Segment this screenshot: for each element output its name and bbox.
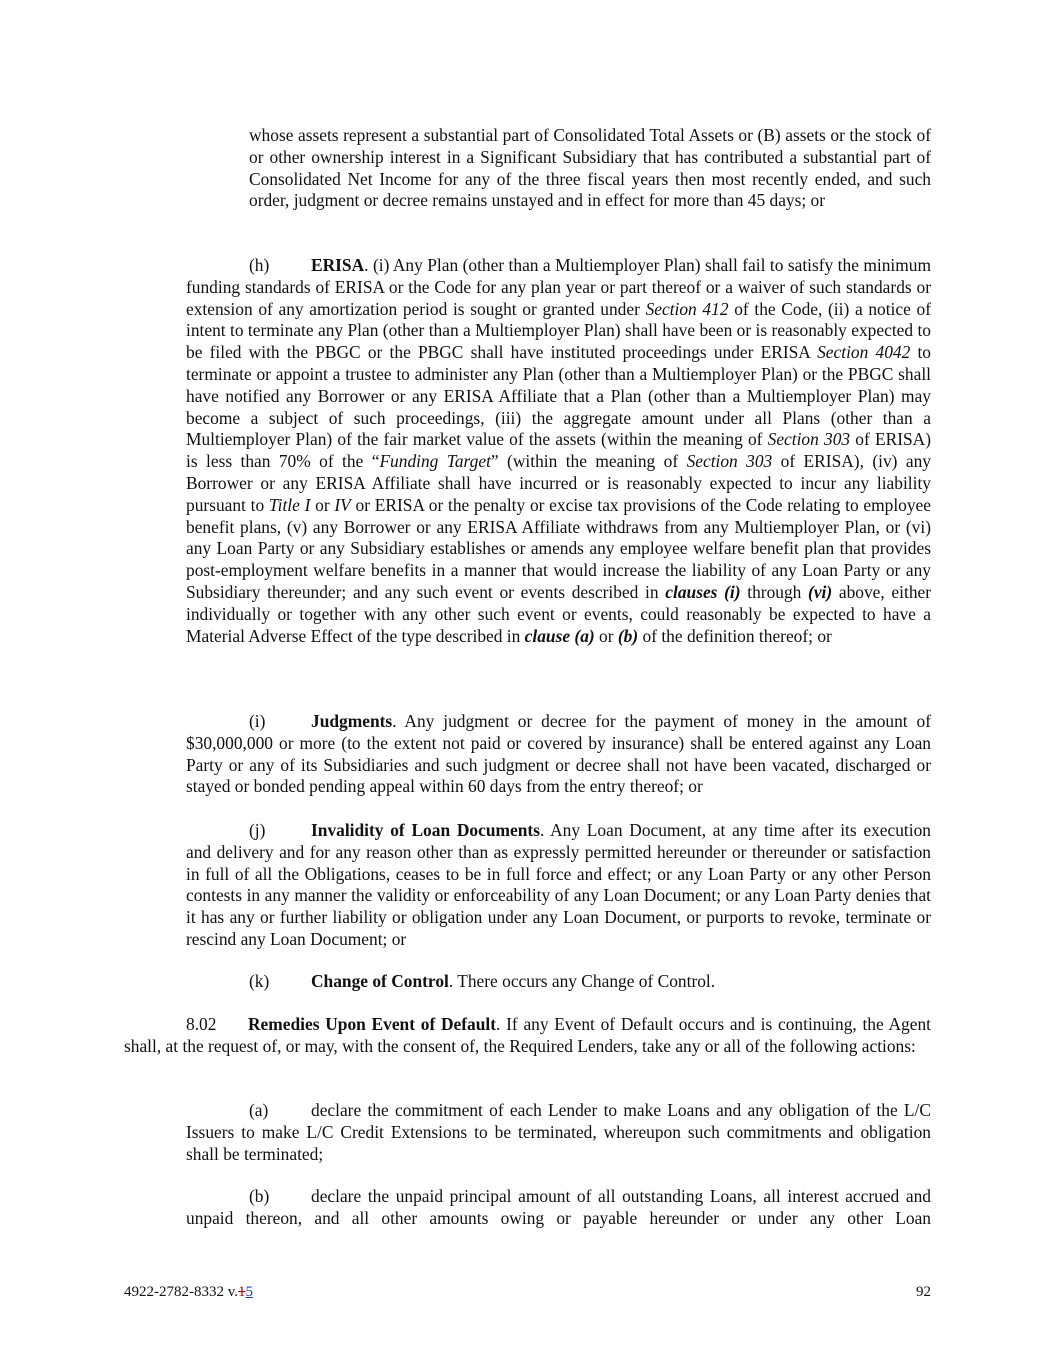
paragraph-a-label: (a) [249, 1100, 269, 1120]
paragraph-b [186, 1186, 931, 1230]
text-run: through [740, 581, 809, 602]
section-ref: Section 303 [686, 451, 773, 472]
text-run: of ERISA) is less than 70% of the “ [186, 429, 932, 472]
paragraph-b-text: declare the unpaid principal amount of all outstanding Loans, all interest accrued and unpaid thereon, and all other amounts owing or payable hereunder or under any other Loan [186, 1186, 931, 1228]
text-run: of ERISA), (iv) any Borrower or any ERISA Affiliate shall have incurred or is reasonably expected to incur any liability pursuant to [186, 451, 931, 515]
paragraph-i-label: (i) [249, 711, 266, 731]
inserted-version: 5 [245, 1284, 254, 1300]
section-ref: Section 4042 [817, 342, 911, 363]
text-run: above, either individually or together with any other such event or events, could reasonably be expected to have a Material Adverse Effect of the type described in [186, 581, 932, 646]
section-ref: Section 412 [645, 298, 729, 319]
paragraph-j-label: (j) [249, 820, 266, 840]
paragraph-k-text: . There occurs any Change of Control. [448, 971, 716, 991]
section-8-02-heading: Remedies Upon Event of Default [248, 1014, 497, 1034]
paragraph-j-heading: Invalidity of Loan Documents [311, 820, 540, 840]
text-run: ” (within the meaning of [490, 451, 687, 472]
doc-id-text: 4922-2782-8332 v. [124, 1284, 239, 1300]
section-8-02-label: 8.02 [186, 1014, 217, 1034]
paragraph-a-text: declare the commitment of each Lender to make Loans and any obligation of the L/C Issuers to make L/C Credit Extensions to be terminated, whereupon such commitments and obligation shall be terminated; [186, 1100, 931, 1164]
text-run: of the definition thereof; or [638, 625, 832, 646]
paragraph-h-erisa [186, 255, 931, 647]
paragraph-b-label: (b) [249, 1186, 270, 1206]
clause-ref: (vi) [808, 581, 833, 602]
paragraph-j-text: . Any Loan Document, at any time after its execution and delivery and for any reason other than as expressly permitted hereunder or thereunder or satisfaction in full of all the Obligations, ceases to be in full force and effect; or any Loan Party or any other Person contests in any manner the validity or enforceability of any Loan Document; or any Loan Party denies that it has any or further liability or obligation under any Loan Document, or purports to revoke, terminate or rescind any Loan Document; or [186, 820, 931, 949]
paragraph-h-label: (h) [249, 255, 270, 275]
text-run: or [594, 625, 618, 646]
paragraph-k-change-of-control [186, 971, 931, 993]
paragraph-k-label: (k) [249, 971, 270, 991]
section-8-02 [124, 1014, 931, 1058]
paragraph-k-heading: Change of Control [311, 971, 449, 991]
footer-document-id [124, 1283, 253, 1301]
paragraph-g-continuation: whose assets represent a substantial part of Consolidated Total Assets or (B) assets or the stock of or other ownership interest in a Significant Subsidiary that has contributed a substantial part of Consolidated Net Income for any of the three fiscal years then most recently ended, and such order, judgment or decree remains unstayed and in effect for more than 45 days; or [249, 125, 931, 211]
paragraph-i-judgments [186, 711, 931, 798]
text-run: of the Code, (ii) a notice of intent to terminate any Plan (other than a Multiemployer Plan) shall have been or is reasonably expected to be filed with the PBGC or the PBGC shall have instituted proceedings under ERISA [186, 298, 931, 363]
defined-term: Funding Target [379, 451, 491, 472]
deleted-version: 1 [238, 1284, 246, 1300]
section-8-02-text: . If any Event of Default occurs and is continuing, the Agent shall, at the request of, or may, with the consent of, the Required Lenders, take any or all of the following actions: [124, 1014, 931, 1056]
text-run: or [310, 494, 335, 515]
section-ref: Section 303 [767, 429, 851, 450]
title-ref: Title I [268, 494, 311, 515]
paragraph-i-text: . Any judgment or decree for the payment of money in the amount of $30,000,000 or more (to the extent not paid or covered by insurance) shall be entered against any Loan Party or any of its Subsidiaries and such judgment or decree shall not have been vacated, discharged or stayed or bonded pending appeal within 60 days from the entry thereof; or [186, 711, 931, 797]
clause-ref: clauses (i) [665, 581, 741, 602]
text-run: or ERISA or the penalty or excise tax provisions of the Code relating to employee benefit plans, (v) any Borrower or any ERISA Affiliate withdraws from any Multiemployer Plan, or (vi) any Loan Party or any Subsidiary establishes or amends any employee welfare benefit plan that provides post-employment welfare benefits in a manner that would increase the liability of any Loan Party or any Subsidiary thereunder; and any such event or events described in [186, 494, 931, 602]
text-run: . (i) Any Plan (other than a Multiemployer Plan) shall fail to satisfy the minimum funding standards of ERISA or the Code for any plan year or part thereof or a waiver of such standards or extension of any amortization period is sought or granted under [186, 255, 931, 319]
page-number: 92 [916, 1284, 931, 1300]
title-ref: IV [334, 494, 351, 515]
clause-ref: (b) [617, 625, 639, 646]
clause-ref: clause (a) [524, 625, 595, 646]
paragraph-a [186, 1100, 931, 1165]
text-run: to terminate or appoint a trustee to administer any Plan (other than a Multiemployer Plan) or the PBGC shall have notified any Borrower or any ERISA Affiliate that a Plan (other than a Multiemployer Plan) may become a subject of such proceedings, (iii) the aggregate amount under all Plans (other than a Multiemployer Plan) of the fair market value of the assets (within the meaning of [186, 342, 932, 450]
paragraph-j-invalidity [186, 820, 931, 951]
paragraph-i-heading: Judgments [311, 711, 393, 731]
paragraph-h-heading: ERISA [311, 255, 365, 275]
